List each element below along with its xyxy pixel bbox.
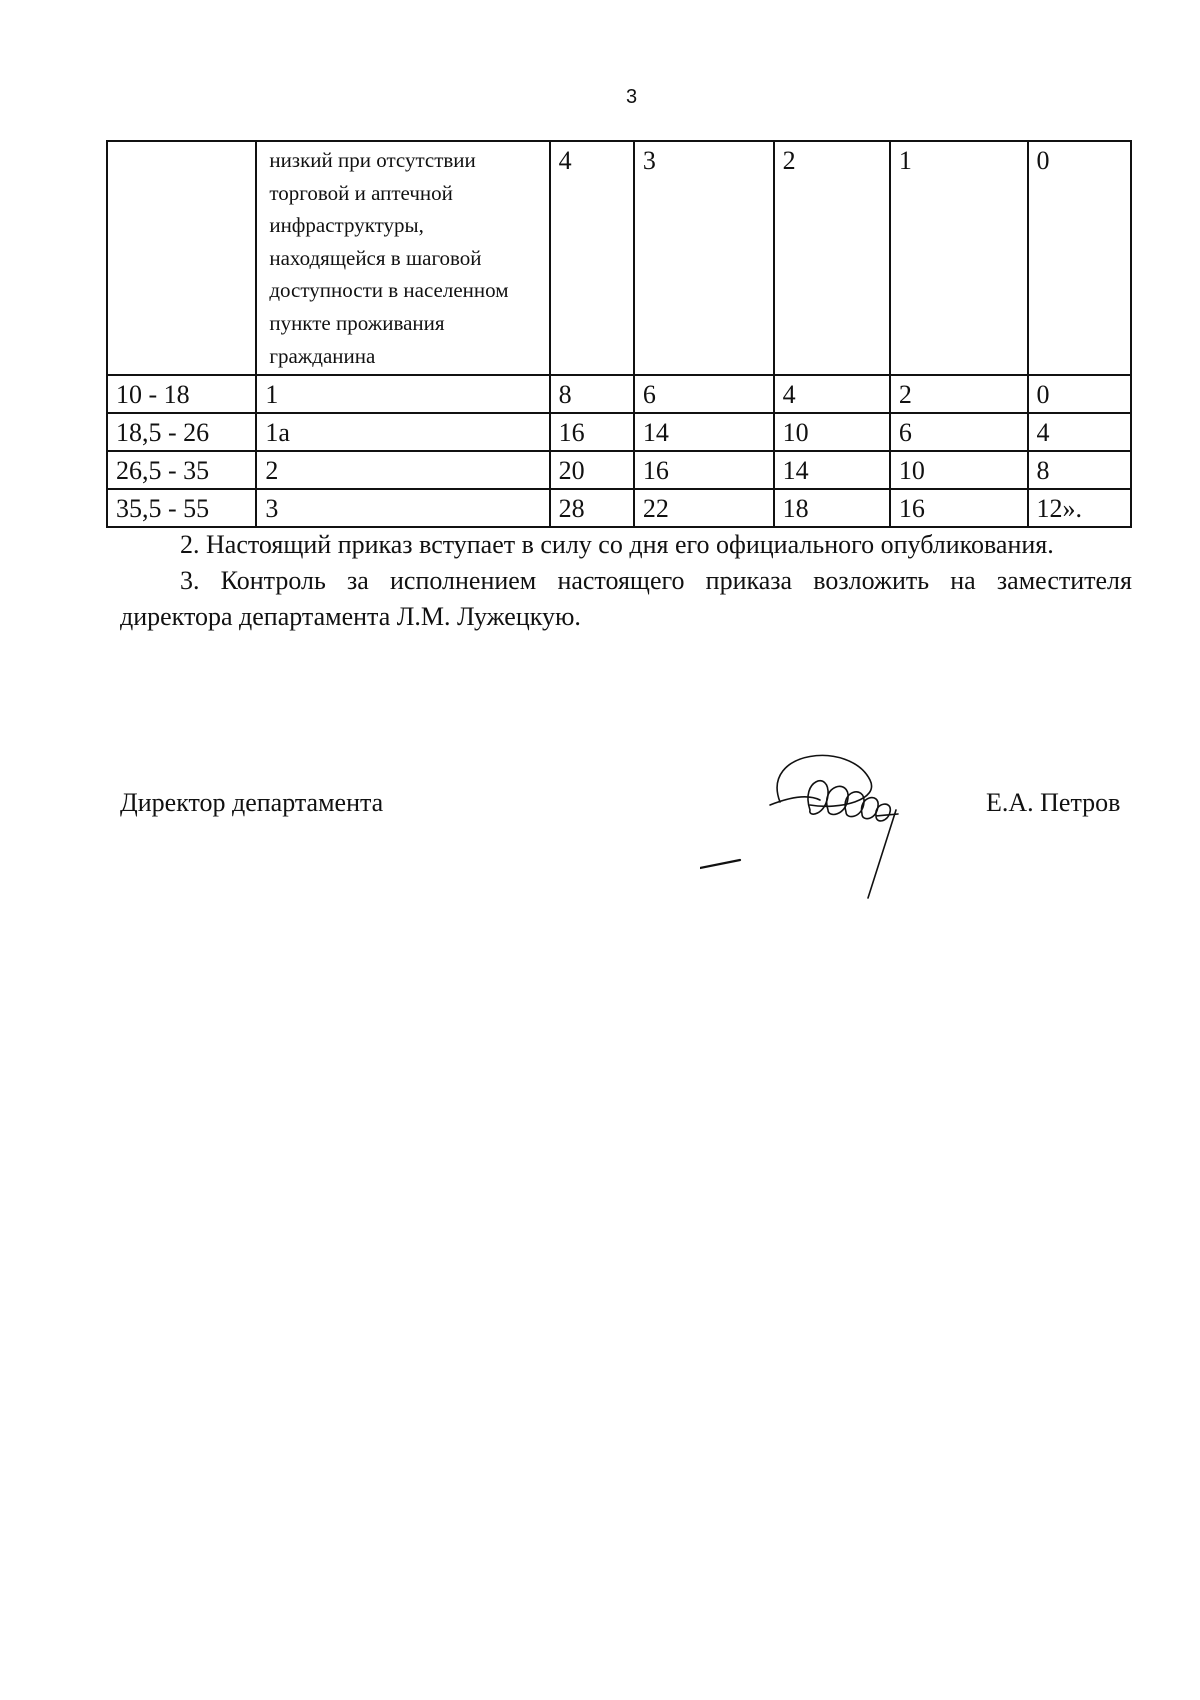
cell-value: 6 — [890, 413, 1028, 451]
signatory-title: Директор департамента — [120, 788, 384, 817]
cell-value: 16 — [890, 489, 1028, 527]
cell-range: 26,5 - 35 — [107, 451, 256, 489]
cell-value: 8 — [1028, 451, 1132, 489]
cell-range: 18,5 - 26 — [107, 413, 256, 451]
signatory-name: Е.А. Петров — [986, 788, 1121, 817]
table-row — [107, 489, 1131, 527]
cell-value: 10 — [890, 451, 1028, 489]
cell-value: 10 — [774, 413, 890, 451]
table-row — [107, 141, 1131, 375]
paragraph-control: 3. Контроль за исполнением настоящего приказа возложить на заместителя директора департамента Л.М. Лужецкую. — [120, 566, 1132, 631]
page-number: 3 — [625, 86, 638, 108]
cell-value: 18 — [774, 489, 890, 527]
cell-value: 16 — [634, 451, 774, 489]
cell-value: 2 — [774, 141, 890, 375]
cell-value: 8 — [550, 375, 634, 413]
rating-table — [106, 140, 1132, 528]
cell-code: 3 — [256, 489, 549, 527]
cell-value: 12». — [1028, 489, 1132, 527]
paragraph-effective-date: 2. Настоящий приказ вступает в силу со дня его официального опубликования. — [180, 530, 1054, 559]
cell-code: 1а — [256, 413, 549, 451]
cell-value: 0 — [1028, 375, 1132, 413]
cell-value: 3 — [634, 141, 774, 375]
cell-range: 10 - 18 — [107, 375, 256, 413]
cell-value: 16 — [550, 413, 634, 451]
cell-value: 0 — [1028, 141, 1132, 375]
cell-value: 20 — [550, 451, 634, 489]
cell-value: 4 — [1028, 413, 1132, 451]
cell-value: 4 — [550, 141, 634, 375]
cell-range — [107, 141, 256, 375]
handwritten-signature — [700, 740, 960, 910]
cell-value: 6 — [634, 375, 774, 413]
cell-code: 2 — [256, 451, 549, 489]
cell-value: 14 — [634, 413, 774, 451]
table-row — [107, 413, 1131, 451]
table-row — [107, 451, 1131, 489]
cell-code: 1 — [256, 375, 549, 413]
cell-description: низкий при отсутствии торговой и аптечной инфраструктуры, находящейся в шаговой доступности в населенном пункте проживания гражданина — [256, 141, 549, 375]
cell-value: 1 — [890, 141, 1028, 375]
cell-value: 28 — [550, 489, 634, 527]
cell-range: 35,5 - 55 — [107, 489, 256, 527]
cell-value: 2 — [890, 375, 1028, 413]
cell-value: 4 — [774, 375, 890, 413]
cell-value: 22 — [634, 489, 774, 527]
cell-value: 14 — [774, 451, 890, 489]
table-row — [107, 375, 1131, 413]
